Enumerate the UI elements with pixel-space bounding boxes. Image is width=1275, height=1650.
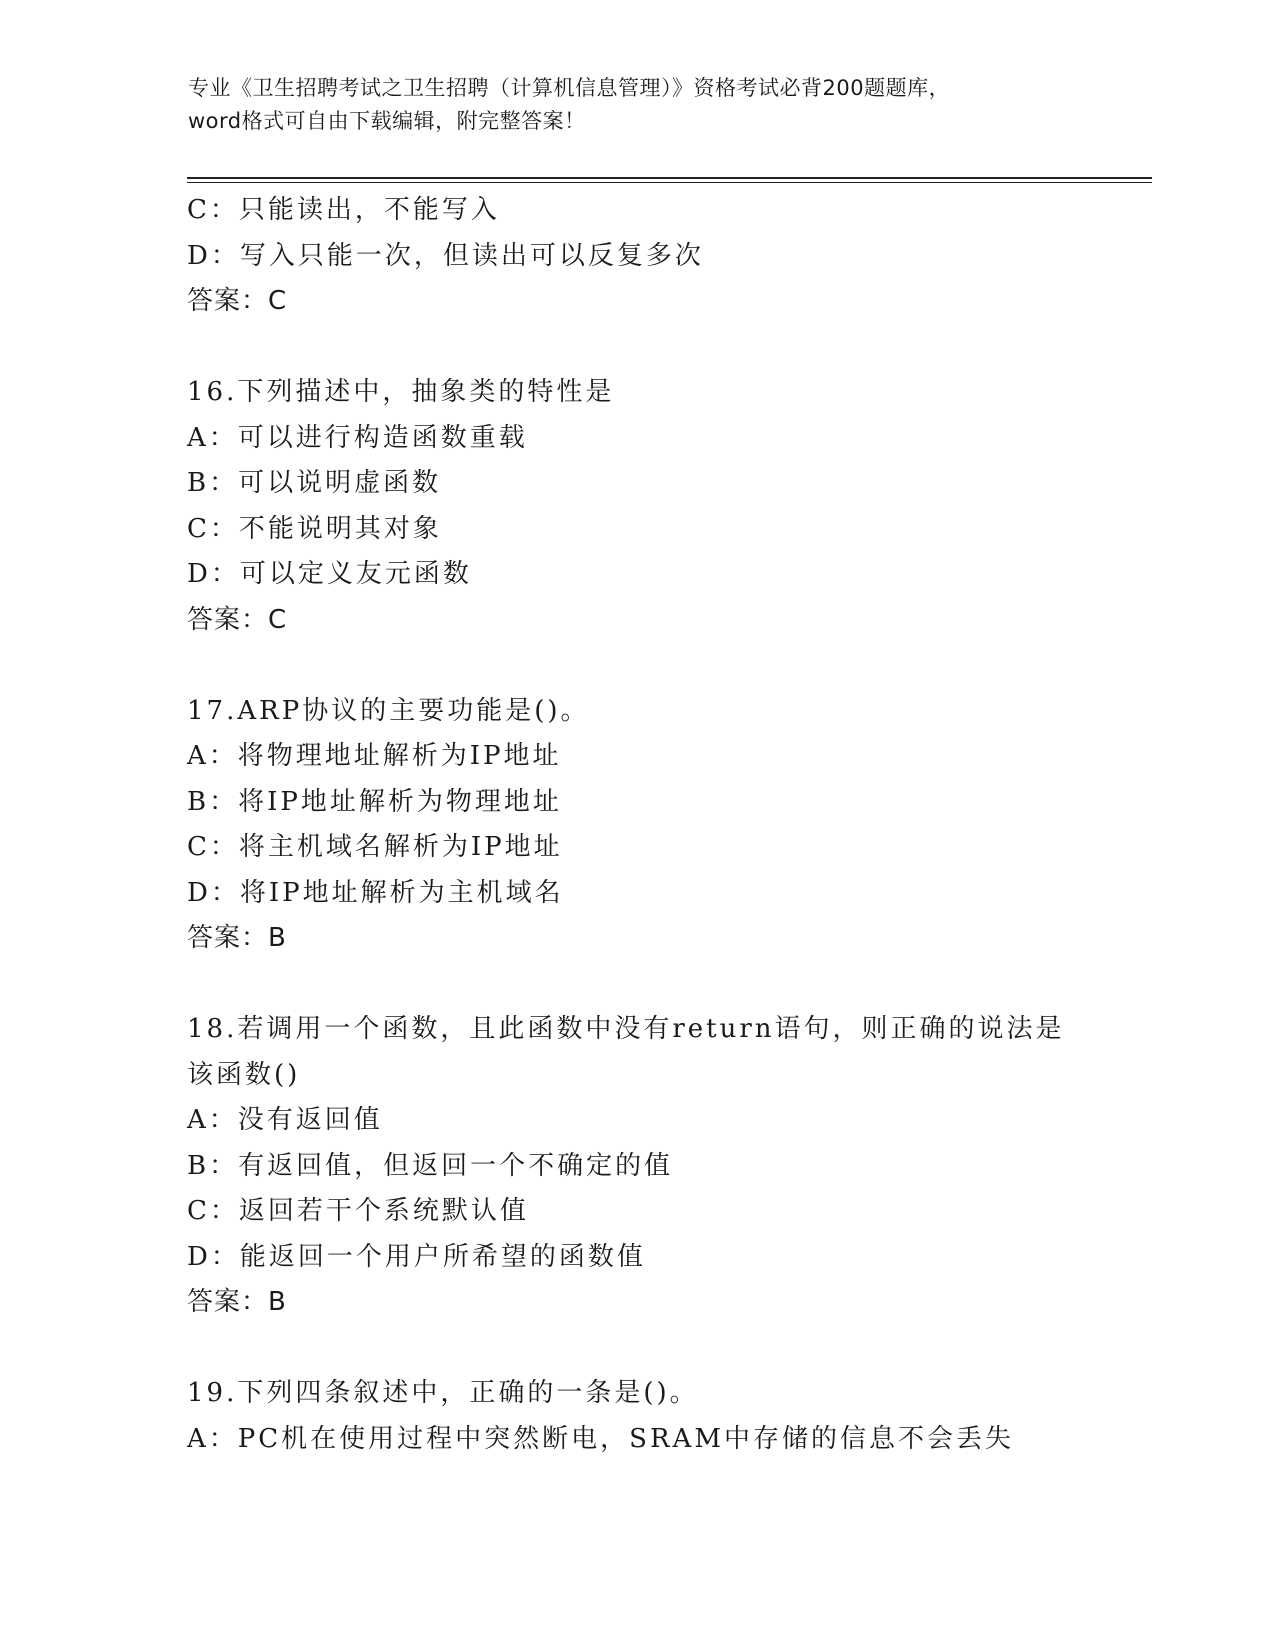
option-line: A：没有返回值 (187, 1105, 383, 1135)
header-rule-thick (187, 177, 1152, 179)
answer-line: 答案：C (187, 604, 288, 635)
question-stem: 16.下列描述中，抽象类的特性是 (187, 377, 615, 407)
option-line: D：能返回一个用户所希望的函数值 (187, 1241, 646, 1272)
answer-line: 答案：B (187, 1287, 287, 1317)
question-list (187, 188, 1137, 1462)
answer-line: 答案：C (187, 286, 288, 316)
spacer (187, 325, 1137, 371)
question-stem: 该函数() (187, 1059, 301, 1090)
question-stem: 17.ARP协议的主要功能是()。 (187, 695, 590, 726)
option-line: C：不能说明其对象 (187, 513, 442, 544)
option-line: A：将物理地址解析为IP地址 (187, 741, 562, 771)
option-line: C：只能读出，不能写入 (187, 195, 500, 225)
header-line-2: word格式可自由下载编辑，附完整答案！ (188, 109, 586, 133)
option-line: C：返回若干个系统默认值 (187, 1196, 529, 1226)
option-line: B：有返回值，但返回一个不确定的值 (187, 1150, 674, 1181)
option-line: C：将主机域名解析为IP地址 (187, 832, 563, 862)
option-line: D：写入只能一次，但读出可以反复多次 (187, 240, 704, 271)
option-line: A：PC机在使用过程中突然断电，SRAM中存储的信息不会丢失 (187, 1423, 1014, 1454)
spacer (187, 1326, 1137, 1372)
option-line: B：将IP地址解析为物理地址 (187, 786, 562, 817)
spacer (187, 643, 1137, 689)
header-line-1: 专业《卫生招聘考试之卫生招聘（计算机信息管理）》资格考试必背200题题库， (188, 76, 951, 100)
answer-line: 答案：B (187, 923, 287, 953)
option-line: A：可以进行构造函数重载 (187, 422, 528, 453)
page-header (188, 72, 1088, 138)
option-line: B：可以说明虚函数 (187, 468, 442, 498)
question-stem: 19.下列四条叙述中，正确的一条是()。 (187, 1378, 699, 1408)
spacer (187, 962, 1137, 1008)
question-stem: 18.若调用一个函数，且此函数中没有return语句，则正确的说法是 (187, 1014, 1065, 1044)
option-line: D：可以定义友元函数 (187, 559, 472, 589)
header-rule-thin (187, 182, 1152, 183)
option-line: D：将IP地址解析为主机域名 (187, 877, 564, 908)
